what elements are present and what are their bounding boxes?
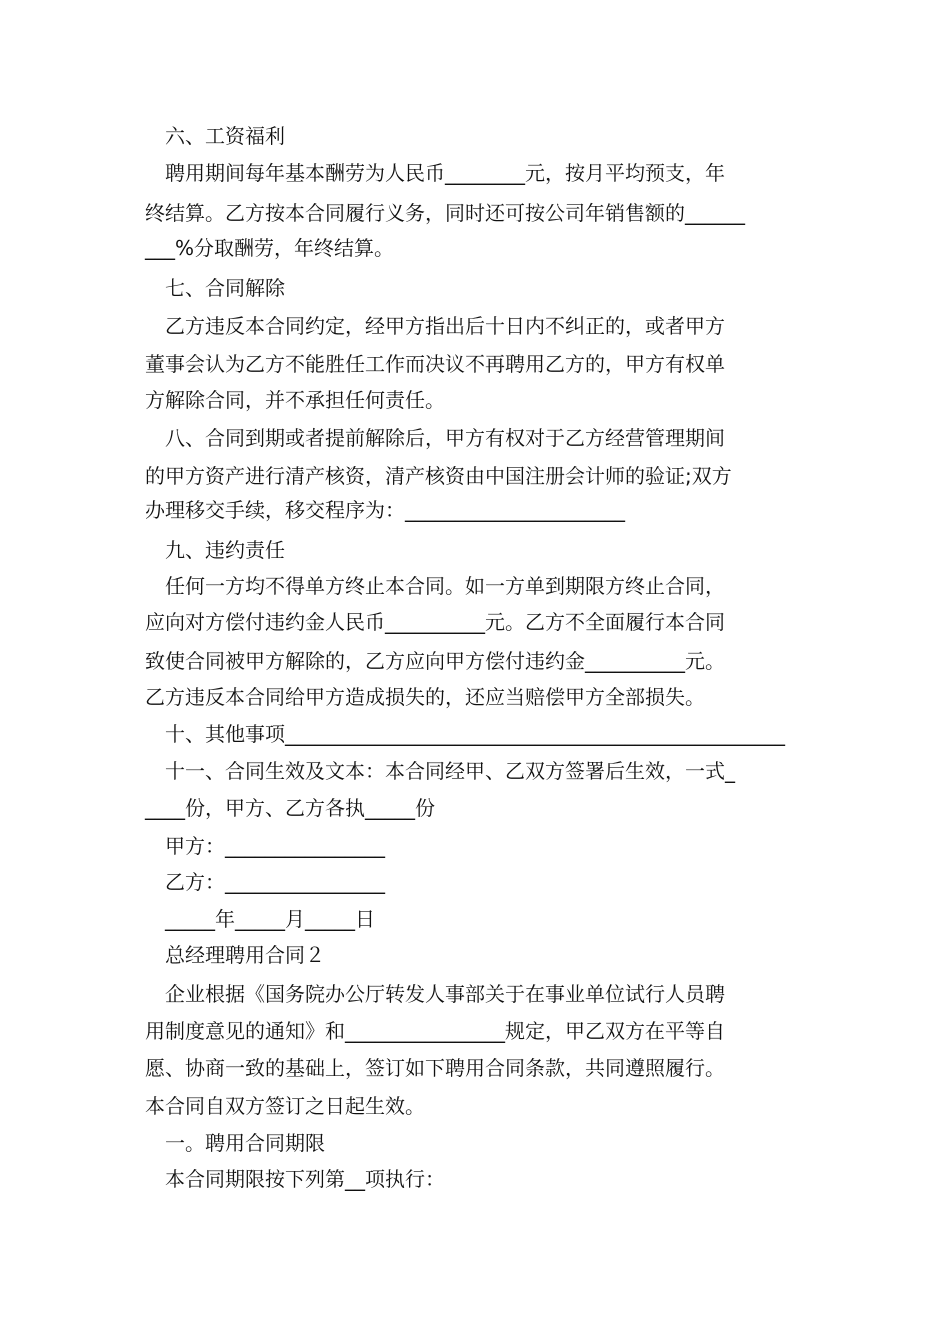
section-heading-termination: 七、合同解除 — [165, 276, 285, 300]
paragraph-line: ___%分取酬劳，年终结算。 — [145, 236, 395, 260]
paragraph-line: ____份，甲方、乙方各执_____份 — [145, 796, 435, 820]
section-heading-other: 十、其他事项__________________________________________________ — [165, 722, 785, 746]
party-a-signature-line: 甲方：________________ — [165, 834, 385, 858]
paragraph-line: 愿、协商一致的基础上，签订如下聘用合同条款，共同遵照履行。 — [145, 1056, 725, 1080]
paragraph-line: 十一、合同生效及文本：本合同经甲、乙双方签署后生效，一式_ — [165, 759, 735, 783]
paragraph-line: 应向对方偿付违约金人民币__________元。乙方不全面履行本合同 — [145, 610, 725, 634]
paragraph-line: 企业根据《国务院办公厅转发人事部关于在事业单位试行人员聘 — [165, 982, 725, 1006]
section-heading-liability: 九、违约责任 — [165, 538, 285, 562]
paragraph-line: 办理移交手续，移交程序为：______________________ — [145, 498, 625, 522]
paragraph-line: 聘用期间每年基本酬劳为人民币________元，按月平均预支，年 — [165, 161, 725, 185]
section-heading-term: 一。聘用合同期限 — [165, 1131, 325, 1155]
paragraph-line: 任何一方均不得单方终止本合同。如一方单到期限方终止合同， — [165, 574, 725, 598]
paragraph-line: 董事会认为乙方不能胜任工作而决议不再聘用乙方的，甲方有权单 — [145, 352, 725, 376]
paragraph-line: 本合同自双方签订之日起生效。 — [145, 1094, 425, 1118]
paragraph-line: 致使合同被甲方解除的，乙方应向甲方偿付违约金__________元。 — [145, 649, 725, 673]
contract-title: 总经理聘用合同２ — [165, 943, 325, 967]
paragraph-line: 方解除合同，并不承担任何责任。 — [145, 388, 445, 412]
paragraph-line: 用制度意见的通知》和________________规定，甲乙双方在平等自 — [145, 1019, 725, 1043]
section-heading-wages: 六、工资福利 — [165, 124, 285, 148]
date-line: _____年_____月_____日 — [165, 907, 375, 931]
party-b-signature-line: 乙方：________________ — [165, 870, 385, 894]
paragraph-line: 乙方违反本合同约定，经甲方指出后十日内不纠正的，或者甲方 — [165, 314, 725, 338]
paragraph-line: 乙方违反本合同给甲方造成损失的，还应当赔偿甲方全部损失。 — [145, 685, 705, 709]
paragraph-line: 终结算。乙方按本合同履行义务，同时还可按公司年销售额的______ — [145, 201, 745, 225]
paragraph-line: 的甲方资产进行清产核资，清产核资由中国注册会计师的验证;双方 — [145, 464, 732, 488]
paragraph-line: 本合同期限按下列第__项执行： — [165, 1167, 445, 1191]
paragraph-line: 八、合同到期或者提前解除后，甲方有权对于乙方经营管理期间 — [165, 426, 725, 450]
